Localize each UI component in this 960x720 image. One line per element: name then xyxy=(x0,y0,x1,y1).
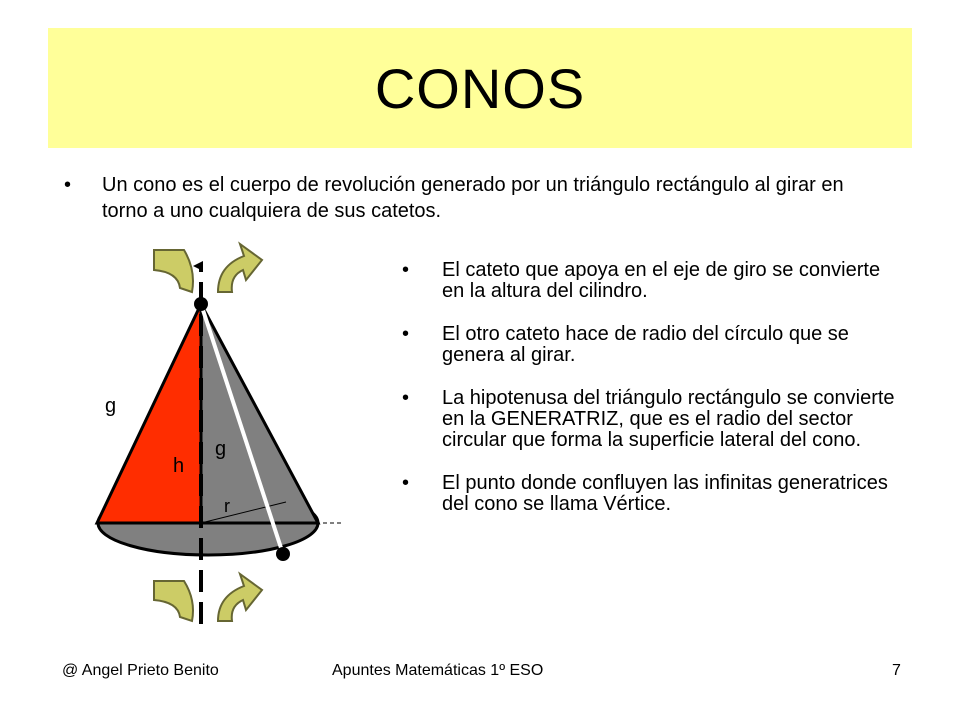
label-g-left: g xyxy=(105,395,117,417)
list-item-text: El cateto que apoya en el eje de giro se convierte en la altura del cilindro. xyxy=(442,259,881,302)
rotation-arrow-top-left xyxy=(154,250,193,292)
footer-author: @ Angel Prieto Benito xyxy=(62,662,219,679)
rotation-arrow-bottom-left xyxy=(154,581,193,621)
list-item xyxy=(402,388,902,451)
footer-course: Apuntes Matemáticas 1º ESO xyxy=(332,662,544,679)
list-item-text: El otro cateto hace de radio del círculo que se genera al girar. xyxy=(442,323,849,366)
slide-title: CONOS xyxy=(374,56,586,120)
explanation-list xyxy=(402,260,902,537)
rotation-arrow-bottom-right xyxy=(218,574,262,621)
bullet-marker: • xyxy=(402,259,410,281)
bullet-marker: • xyxy=(402,323,410,345)
cone-diagram xyxy=(80,236,370,636)
label-r: r xyxy=(224,496,230,516)
label-h: h xyxy=(173,455,185,477)
bullet-marker: • xyxy=(402,472,410,494)
base-point xyxy=(276,547,290,561)
list-item-text: El punto donde confluyen las infinitas generatrices del cono se llama Vértice. xyxy=(442,472,888,515)
list-item xyxy=(402,260,902,302)
intro-bullet xyxy=(64,172,894,224)
list-item xyxy=(402,324,902,366)
bullet-marker: • xyxy=(64,174,72,196)
intro-text: Un cono es el cuerpo de revolución generado por un triángulo rectángulo al girar en torno a uno cualquiera de sus catetos. xyxy=(102,174,844,222)
list-item-text: La hipotenusa del triángulo rectángulo se convierte en la GENERATRIZ, que es el radio del sector circular que forma la superficie lateral del cono. xyxy=(442,387,895,451)
bullet-marker: • xyxy=(402,387,410,409)
title-bar xyxy=(48,28,912,148)
intro-paragraph xyxy=(64,172,894,224)
label-g-inner: g xyxy=(215,438,227,460)
page-number: 7 xyxy=(892,662,901,679)
cone-figure xyxy=(80,236,370,636)
rotation-arrow-top-right xyxy=(218,244,262,292)
cone-body xyxy=(201,304,318,523)
list-item xyxy=(402,473,902,515)
vertex-point xyxy=(194,297,208,311)
